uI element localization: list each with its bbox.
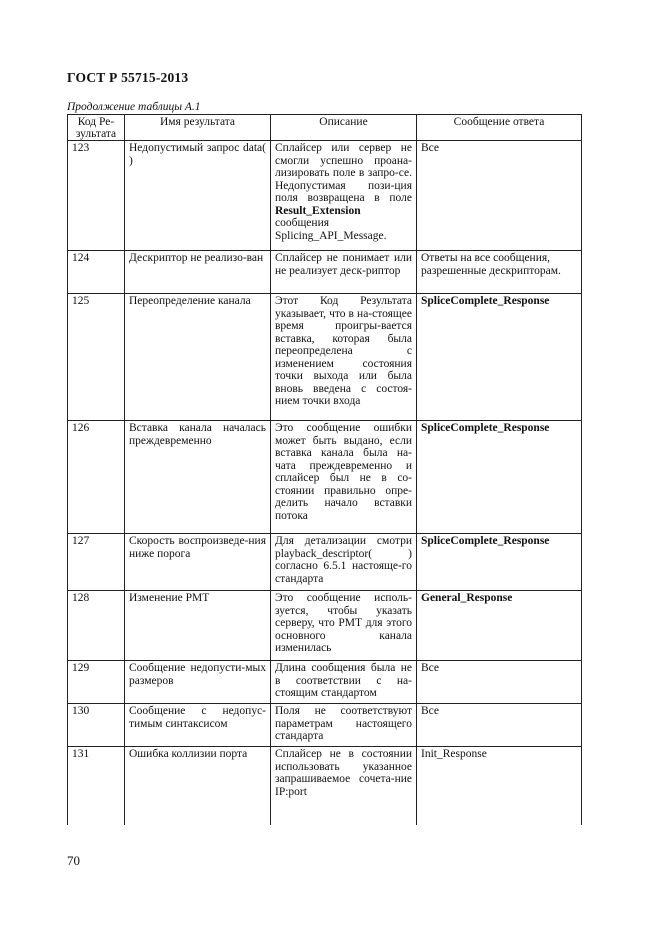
result-name: Сообщение с недопус-тимым синтаксисом [125, 704, 271, 747]
document-header: ГОСТ Р 55715-2013 [67, 70, 189, 85]
page-number: 70 [67, 853, 80, 868]
response-message: Ответы на все сообщения, разрешенные дескрипторам. [417, 251, 582, 294]
result-description: Для детализации смотри playback_descriptor( ) согласно 6.5.1 настояще-го стандарта [271, 534, 417, 591]
result-code: 131 [68, 747, 125, 825]
desc-text: Сплайсер или сервер не смогли успешно проана-лизировать поле в запро-се. Недопустимая пози-ция поля возвращена в поле [275, 142, 412, 204]
col-header-name: Имя результата [125, 115, 271, 141]
result-code: 124 [68, 251, 125, 294]
response-message: General_Response [417, 591, 582, 661]
response-message: Все [417, 704, 582, 747]
result-code: 125 [68, 294, 125, 421]
col-header-resp: Сообщение ответа [417, 115, 582, 141]
table-row [68, 141, 582, 251]
result-name: Ошибка коллизии порта [125, 747, 271, 825]
desc-field-name: Result_Extension [275, 204, 361, 217]
col-header-desc: Описание [271, 115, 417, 141]
result-name: Недопустимый запрос data( ) [125, 141, 271, 251]
table-row [68, 591, 582, 661]
result-code: 127 [68, 534, 125, 591]
result-description: Это сообщение ошибки может быть выдано, если вставка канала была на-чата преждевременно и сплайсер был не в со-стоянии правильно опре-делить начало вставки потока [271, 421, 417, 534]
response-message: SpliceComplete_Response [417, 294, 582, 421]
result-name: Изменение РМТ [125, 591, 271, 661]
result-description: Это сообщение исполь-зуется, чтобы указать серверу, что РМТ для этого основного канала изменилась [271, 591, 417, 661]
result-description: Этот Код Результата указывает, что в на-стоящее время проигры-вается вставка, которая была переопределена с изменением состояния точки выхода или была вновь введена с состоя-нием точки входа [271, 294, 417, 421]
result-description: Сплайсер не понимает или не реализует деск-риптор [271, 251, 417, 294]
result-code: 123 [68, 141, 125, 251]
table-row [68, 421, 582, 534]
table-row [68, 294, 582, 421]
result-name: Переопределение канала [125, 294, 271, 421]
result-code: 128 [68, 591, 125, 661]
table-row [68, 661, 582, 704]
response-message: Все [417, 141, 582, 251]
result-name: Сообщение недопусти-мых размеров [125, 661, 271, 704]
result-description [271, 141, 417, 251]
result-name: Дескриптор не реализо-ван [125, 251, 271, 294]
table-row [68, 534, 582, 591]
table-row [68, 251, 582, 294]
response-message: Init_Response [417, 747, 582, 825]
result-code: 126 [68, 421, 125, 534]
result-code: 129 [68, 661, 125, 704]
result-description: Поля не соответствуют параметрам настоящего стандарта [271, 704, 417, 747]
result-description: Сплайсер не в состоянии использовать указанное запрашиваемое сочета-ние IP:port [271, 747, 417, 825]
desc-text-end: сообщения Splicing_API_Message. [275, 217, 387, 242]
response-message: SpliceComplete_Response [417, 534, 582, 591]
table-row [68, 704, 582, 747]
result-description: Длина сообщения была не в соответствии с на-стоящим стандартом [271, 661, 417, 704]
table-header-row [68, 115, 582, 141]
result-name: Вставка канала началась преждевременно [125, 421, 271, 534]
col-header-code: Код Ре- зультата [68, 115, 125, 141]
result-name: Скорость воспроизведе-ния ниже порога [125, 534, 271, 591]
result-code: 130 [68, 704, 125, 747]
result-codes-table [67, 114, 582, 825]
response-message: SpliceComplete_Response [417, 421, 582, 534]
table-caption: Продолжение таблицы А.1 [67, 101, 201, 113]
response-message: Все [417, 661, 582, 704]
table-row [68, 747, 582, 825]
